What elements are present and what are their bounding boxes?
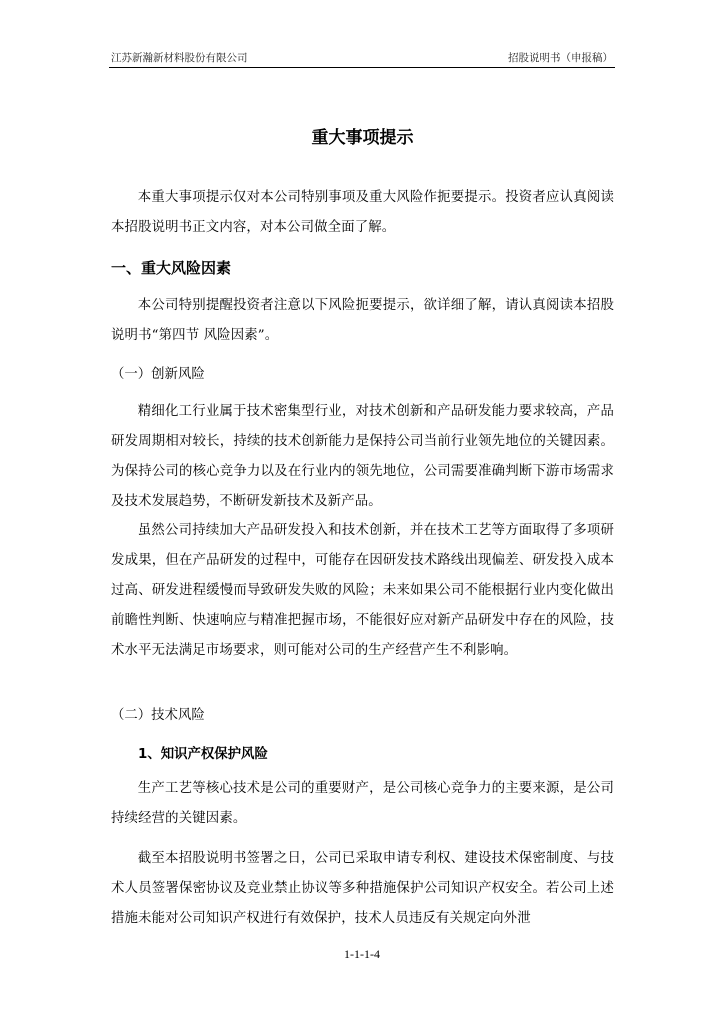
page-header xyxy=(111,50,613,68)
header-rule xyxy=(109,67,615,68)
item1-heading: 1、知识产权保护风险 xyxy=(138,747,268,762)
page-title: 重大事项提示 xyxy=(311,128,414,148)
section1-heading: 一、重大风险因素 xyxy=(111,259,232,277)
item1-paragraph-2: 截至本招股说明书签署之日，公司已采取申请专利权、建设技术保密制度、与技术人员签署保密协议及竞业禁止协议等多种措施保护公司知识产权安全。若公司上述措施未能对公司知识产权进行有效保护，技术人员违反有关规定向外泄 xyxy=(111,851,614,926)
page-number: 1-1-1-4 xyxy=(344,947,380,961)
sub1-heading: （一）创新风险 xyxy=(111,367,205,382)
header-doc-type: 招股说明书（申报稿） xyxy=(508,52,613,64)
item1-paragraph-1: 生产工艺等核心技术是公司的重要财产，是公司核心竞争力的主要来源，是公司持续经营的关键因素。 xyxy=(111,781,614,826)
header-company: 江苏新瀚新材料股份有限公司 xyxy=(111,52,248,64)
sub1-paragraph-2: 虽然公司持续加大产品研发投入和技术创新，并在技术工艺等方面取得了多项研发成果，但在产品研发的过程中，可能存在因研发技术路线出现偏差、研发投入成本过高、研发进程缓慢而导致研发失败的风险；未来如果公司不能根据行业内变化做出前瞻性判断、快速响应与精准把握市场，不能很好应对新产品研发中存在的风险，技术水平无法满足市场要求，则可能对公司的生产经营产生不利影响。 xyxy=(111,523,614,658)
intro-paragraph: 本重大事项提示仅对本公司特别事项及重大风险作扼要提示。投资者应认真阅读本招股说明书正文内容，对本公司做全面了解。 xyxy=(111,190,614,235)
section1-intro-paragraph: 本公司特别提醒投资者注意以下风险扼要提示，欲详细了解，请认真阅读本招股说明书“第四节 风险因素”。 xyxy=(111,298,614,343)
sub1-paragraph-1: 精细化工行业属于技术密集型行业，对技术创新和产品研发能力要求较高，产品研发周期相对较长，持续的技术创新能力是保持公司当前行业领先地位的关键因素。为保持公司的核心竞争力以及在行业内的领先地位，公司需要准确判断下游市场需求及技术发展趋势，不断研发新技术及新产品。 xyxy=(111,404,614,509)
sub2-heading: （二）技术风险 xyxy=(111,708,205,723)
